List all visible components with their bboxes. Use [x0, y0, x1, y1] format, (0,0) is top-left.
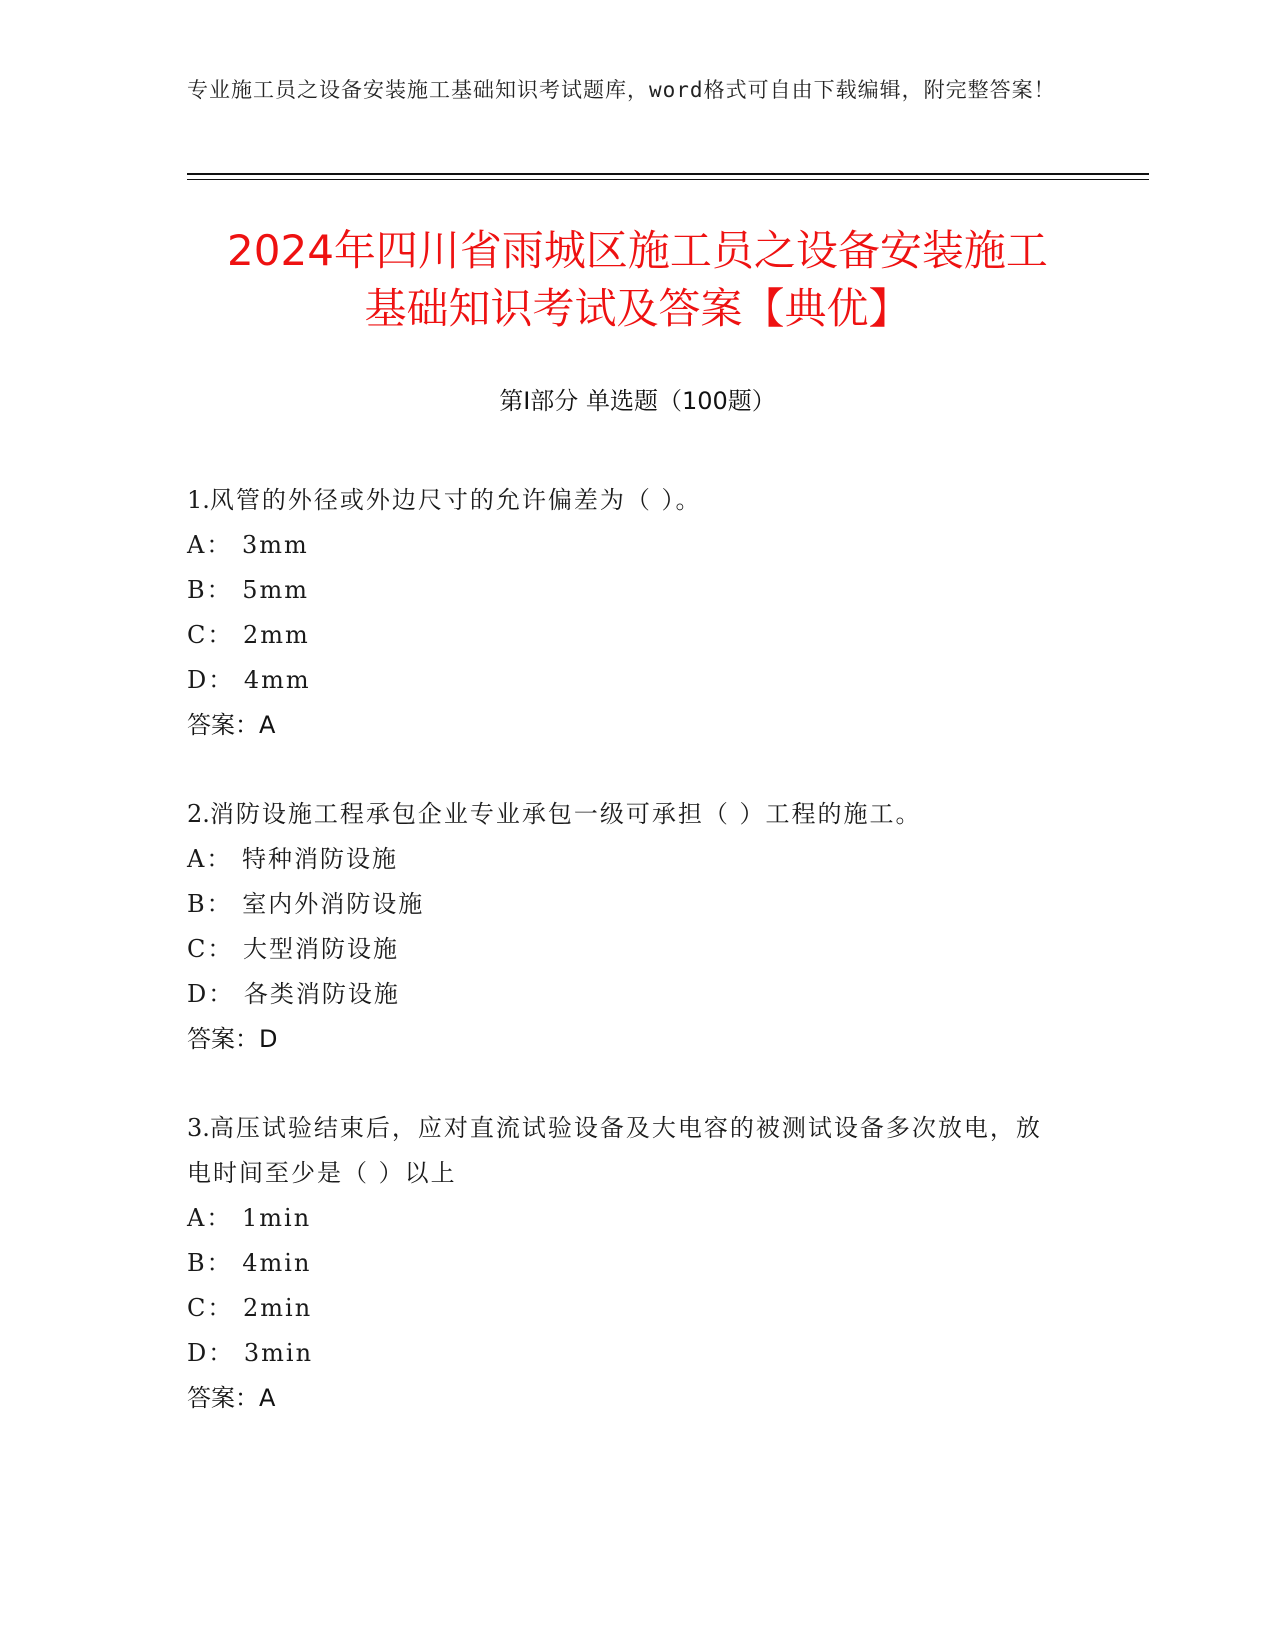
option-label: A：	[187, 1204, 233, 1232]
answer-line	[187, 1376, 1067, 1421]
option-d	[187, 972, 1067, 1017]
option-text: 大型消防设施	[243, 935, 400, 963]
question-text: 消防设施工程承包企业专业承包一级可承担（ ）工程的施工。	[209, 800, 922, 828]
option-text: 5mm	[242, 576, 310, 604]
option-c	[187, 613, 1067, 658]
header-note: 专业施工员之设备安装施工基础知识考试题库，word格式可自由下载编辑，附完整答案！	[187, 78, 1056, 102]
option-label: A：	[187, 531, 233, 559]
option-text: 1min	[241, 1204, 312, 1232]
question-text: 风管的外径或外边尺寸的允许偏差为（ ）。	[209, 486, 702, 514]
option-label: C：	[187, 935, 234, 963]
option-text: 特种消防设施	[241, 845, 398, 873]
option-label: D：	[187, 980, 235, 1008]
option-d	[187, 1331, 1067, 1376]
document-title	[150, 222, 1125, 338]
option-text: 各类消防设施	[243, 980, 400, 1008]
header-rule-thin	[187, 179, 1149, 180]
option-d	[187, 658, 1067, 703]
option-label: C：	[187, 1294, 234, 1322]
answer-label: 答案：	[187, 1025, 259, 1053]
answer-label: 答案：	[187, 1384, 259, 1412]
question-3	[187, 1106, 1067, 1421]
answer-value: A	[259, 1384, 276, 1412]
option-text: 4mm	[243, 666, 311, 694]
answer-line	[187, 703, 1067, 748]
option-label: A：	[187, 845, 233, 873]
option-text: 3min	[243, 1339, 314, 1367]
question-number: 1.	[187, 486, 210, 514]
answer-value: D	[259, 1025, 278, 1053]
section-title: 第Ⅰ部分 单选题（100题）	[499, 387, 776, 415]
question-1	[187, 478, 1067, 748]
option-b	[187, 1241, 1067, 1286]
question-stem	[187, 1106, 1067, 1196]
question-number: 3.	[187, 1114, 210, 1142]
option-label: D：	[187, 666, 235, 694]
option-text: 室内外消防设施	[242, 890, 425, 918]
question-2	[187, 792, 1067, 1062]
option-text: 2min	[243, 1294, 313, 1322]
question-number: 2.	[187, 800, 210, 828]
question-stem	[187, 792, 1067, 837]
option-label: D：	[187, 1339, 235, 1367]
question-stem	[187, 478, 1067, 523]
answer-value: A	[259, 711, 276, 739]
option-a	[187, 1196, 1067, 1241]
header-rule-thick	[187, 173, 1149, 175]
option-label: C：	[187, 621, 234, 649]
option-label: B：	[187, 576, 233, 604]
option-a	[187, 523, 1067, 568]
option-label: B：	[187, 1249, 233, 1277]
option-c	[187, 927, 1067, 972]
option-a	[187, 837, 1067, 882]
option-text: 3mm	[241, 531, 309, 559]
question-list	[187, 478, 1067, 1465]
option-b	[187, 882, 1067, 927]
answer-label: 答案：	[187, 711, 259, 739]
question-text: 高压试验结束后，应对直流试验设备及大电容的被测试设备多次放电，放电时间至少是（ ）以上	[187, 1114, 1042, 1187]
option-b	[187, 568, 1067, 613]
option-c	[187, 1286, 1067, 1331]
document-title-line-2: 基础知识考试及答案【典优】	[364, 284, 911, 333]
option-text: 2mm	[243, 621, 310, 649]
option-text: 4min	[242, 1249, 312, 1277]
option-label: B：	[187, 890, 233, 918]
document-title-line-1: 2024年四川省雨城区施工员之设备安装施工	[227, 226, 1048, 275]
answer-line	[187, 1017, 1067, 1062]
